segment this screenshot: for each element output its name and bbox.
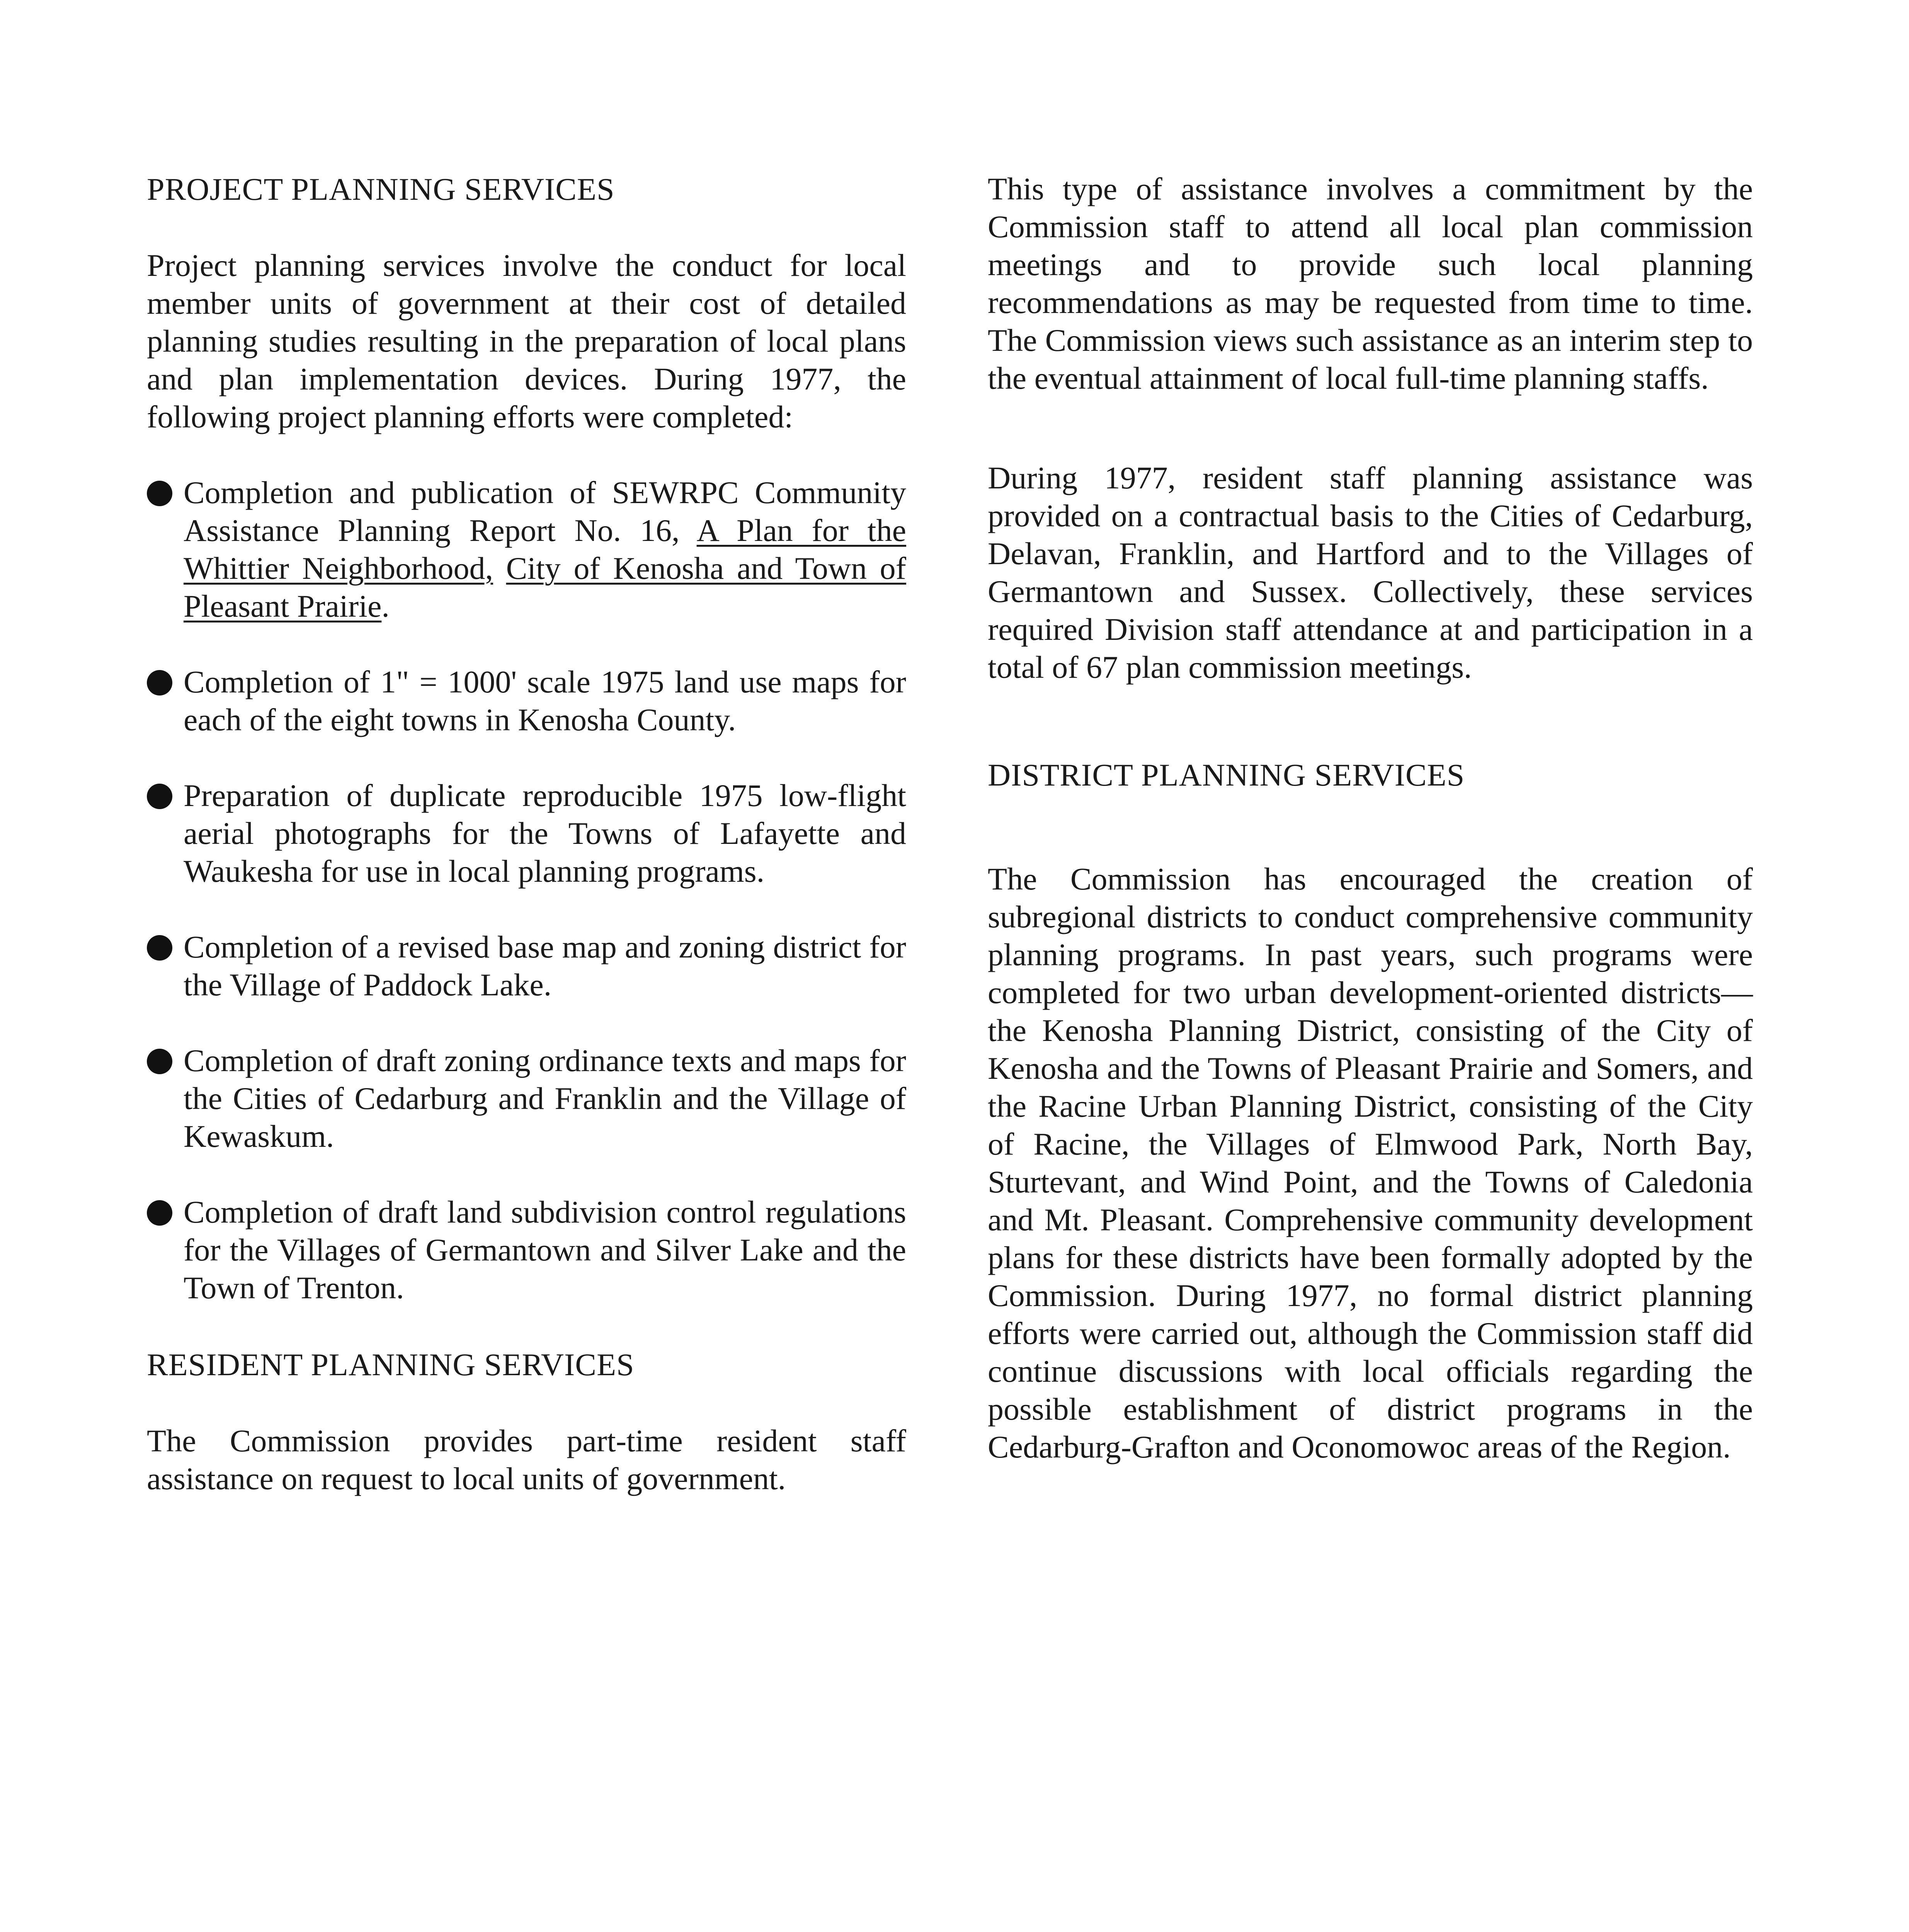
bullet-text: Completion of draft land subdivision control regulations for the Villages of Germantown and Silver Lake and the Town of Trenton. bbox=[184, 1194, 906, 1305]
bullet-icon bbox=[147, 935, 172, 961]
report-title: A Plan for the Whittier Neighborhood, bbox=[184, 513, 906, 586]
report-subtitle: City of Kenosha and Town of Pleasant Prairie bbox=[184, 551, 906, 624]
resident-planning-continued: This type of assistance involves a commitment by the Commission staff to attend all local plan commission meetings and to provide such local planning recommendations as may be requested from time to time. The Commission views such assistance as an interim step to the eventual attainment of local full-time planning staffs. bbox=[988, 171, 1753, 396]
bullet-text: Completion of a revised base map and zoning district for the Village of Paddock Lake. bbox=[184, 929, 906, 1002]
right-column bbox=[988, 170, 1753, 1466]
bullet-text: Preparation of duplicate reproducible 1975 low-flight aerial photographs for the Towns of Lafayette and Waukesha for use in local planning programs. bbox=[184, 778, 906, 889]
left-column bbox=[147, 170, 906, 1498]
district-planning-heading: DISTRICT PLANNING SERVICES bbox=[988, 757, 1465, 793]
bullet-text: Completion and publication of SEWRPC Community Assistance Planning Report No. 16, bbox=[184, 475, 906, 548]
list-item bbox=[147, 1193, 906, 1307]
bullet-icon bbox=[147, 1200, 172, 1226]
bullet-icon bbox=[147, 784, 172, 809]
list-item bbox=[147, 663, 906, 739]
district-planning-text: The Commission has encouraged the creation of subregional districts to conduct comprehensive community planning programs. In past years, such programs were completed for two urban development-oriented districts—the Kenosha Planning District, consisting of the City of Kenosha and the Towns of Pleasant Prairie and Somers, and the Racine Urban Planning District, consisting of the City of Racine, the Villages of Elmwood Park, North Bay, Sturtevant, and Wind Point, and the Towns of Caledonia and Mt. Pleasant. Comprehensive community development plans for these districts have been formally adopted by the Commission. During 1977, no formal district planning efforts were carried out, although the Commission staff did continue discussions with local officials regarding the possible establishment of district programs in the Cedarburg-Grafton and Oconomowoc areas of the Region. bbox=[988, 861, 1753, 1464]
project-list bbox=[147, 474, 906, 1307]
resident-planning-1977: During 1977, resident staff planning assistance was provided on a contractual basis to the Cities of Cedarburg, Delavan, Franklin, and Hartford and to the Villages of Germantown and Sussex. Collectively, these services required Division staff attendance at and participation in a total of 67 plan commission meetings. bbox=[988, 460, 1753, 685]
bullet-icon bbox=[147, 670, 172, 696]
resident-planning-intro: The Commission provides part-time resident staff assistance on request to local units of government. bbox=[147, 1423, 906, 1496]
resident-planning-heading: RESIDENT PLANNING SERVICES bbox=[147, 1347, 635, 1382]
project-planning-heading: PROJECT PLANNING SERVICES bbox=[147, 172, 615, 207]
project-planning-intro: Project planning services involve the conduct for local member units of government at their cost of detailed planning studies resulting in the preparation of local plans and plan implementation devices. During 1977, the following project planning efforts were completed: bbox=[147, 248, 906, 434]
bullet-icon bbox=[147, 1049, 172, 1074]
list-item bbox=[147, 928, 906, 1004]
list-item bbox=[147, 1042, 906, 1155]
list-item bbox=[147, 777, 906, 890]
list-item: Completion and publication of SEWRPC Community Assistance Planning Report No. 16, A Plan for the Whittier Neighborhood, City of Kenosha and Town of Pleasant Prairie. bbox=[147, 474, 906, 625]
bullet-icon bbox=[147, 481, 172, 506]
bullet-text: Completion of draft zoning ordinance texts and maps for the Cities of Cedarburg and Franklin and the Village of Kewaskum. bbox=[184, 1043, 906, 1154]
bullet-text: Completion of 1" = 1000' scale 1975 land use maps for each of the eight towns in Kenosha County. bbox=[184, 664, 906, 737]
